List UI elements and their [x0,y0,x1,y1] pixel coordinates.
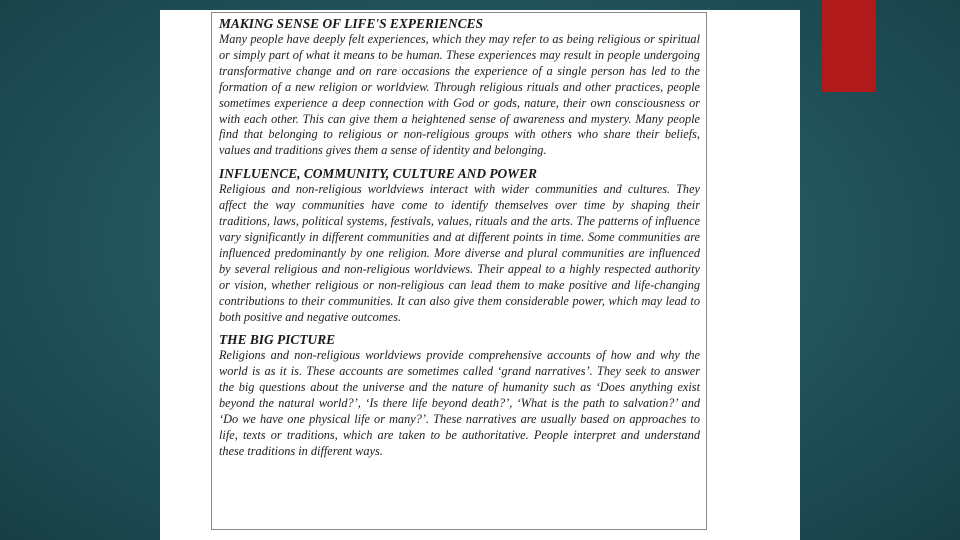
section-heading: THE BIG PICTURE [219,332,336,348]
section-body: Religions and non-religious worldviews provide comprehensive accounts of how and why the world is as it is. These accounts are sometimes called ‘grand narratives’. They seek to answer the big questions about the universe and the nature of humanity such as ‘Does anything exist beyond the natural world?’, ‘Is there life beyond death?’, ‘What is the path to salvation?’ and ‘Do we have one physical life or many?’. These narratives are usually based on approaches to life, texts or traditions, which are taken to be authoritative. People interpret and understand these traditions in different ways. [219,348,700,458]
section-heading: MAKING SENSE OF LIFE'S EXPERIENCES [219,16,483,31]
section-heading: INFLUENCE, COMMUNITY, CULTURE AND POWER [219,166,537,182]
section-lifes-experiences [219,16,700,159]
document-frame [211,12,707,530]
section-influence-community [219,166,700,325]
section-body: Religious and non-religious worldviews interact with wider communities and cultures. They affect the way communities have come to identify themselves over time by shaping their traditions, laws, political systems, festivals, values, rituals and the arts. The patterns of influence vary significantly in different communities and at different points in time. Some communities are influenced predominantly by one religion. More diverse and plural communities are influenced by several religious and non-religious worldviews. Their appeal to a highly respected authority or vision, whether religious or non-religious can lead them to make positive and life-changing contributions to their communities. It can also give them considerable power, which may lead to both positive and negative outcomes. [219,182,700,324]
section-body: Many people have deeply felt experiences, which they may refer to as being religious or spiritual or simply part of what it means to be human. These experiences may result in people undergoing transformative change and on rare occasions the experience of a single person has led to the formation of a new religion or worldview. Through religious rituals and other practices, people sometimes experience a deep connection with God or gods, nature, their own consciousness or with each other. This can give them a heightened sense of awareness and mystery. Many people find that belonging to religious or non-religious groups with others who share their beliefs, values and traditions gives them a sense of identity and belonging. [219,32,700,158]
section-big-picture [219,332,700,459]
accent-bar [822,0,876,92]
